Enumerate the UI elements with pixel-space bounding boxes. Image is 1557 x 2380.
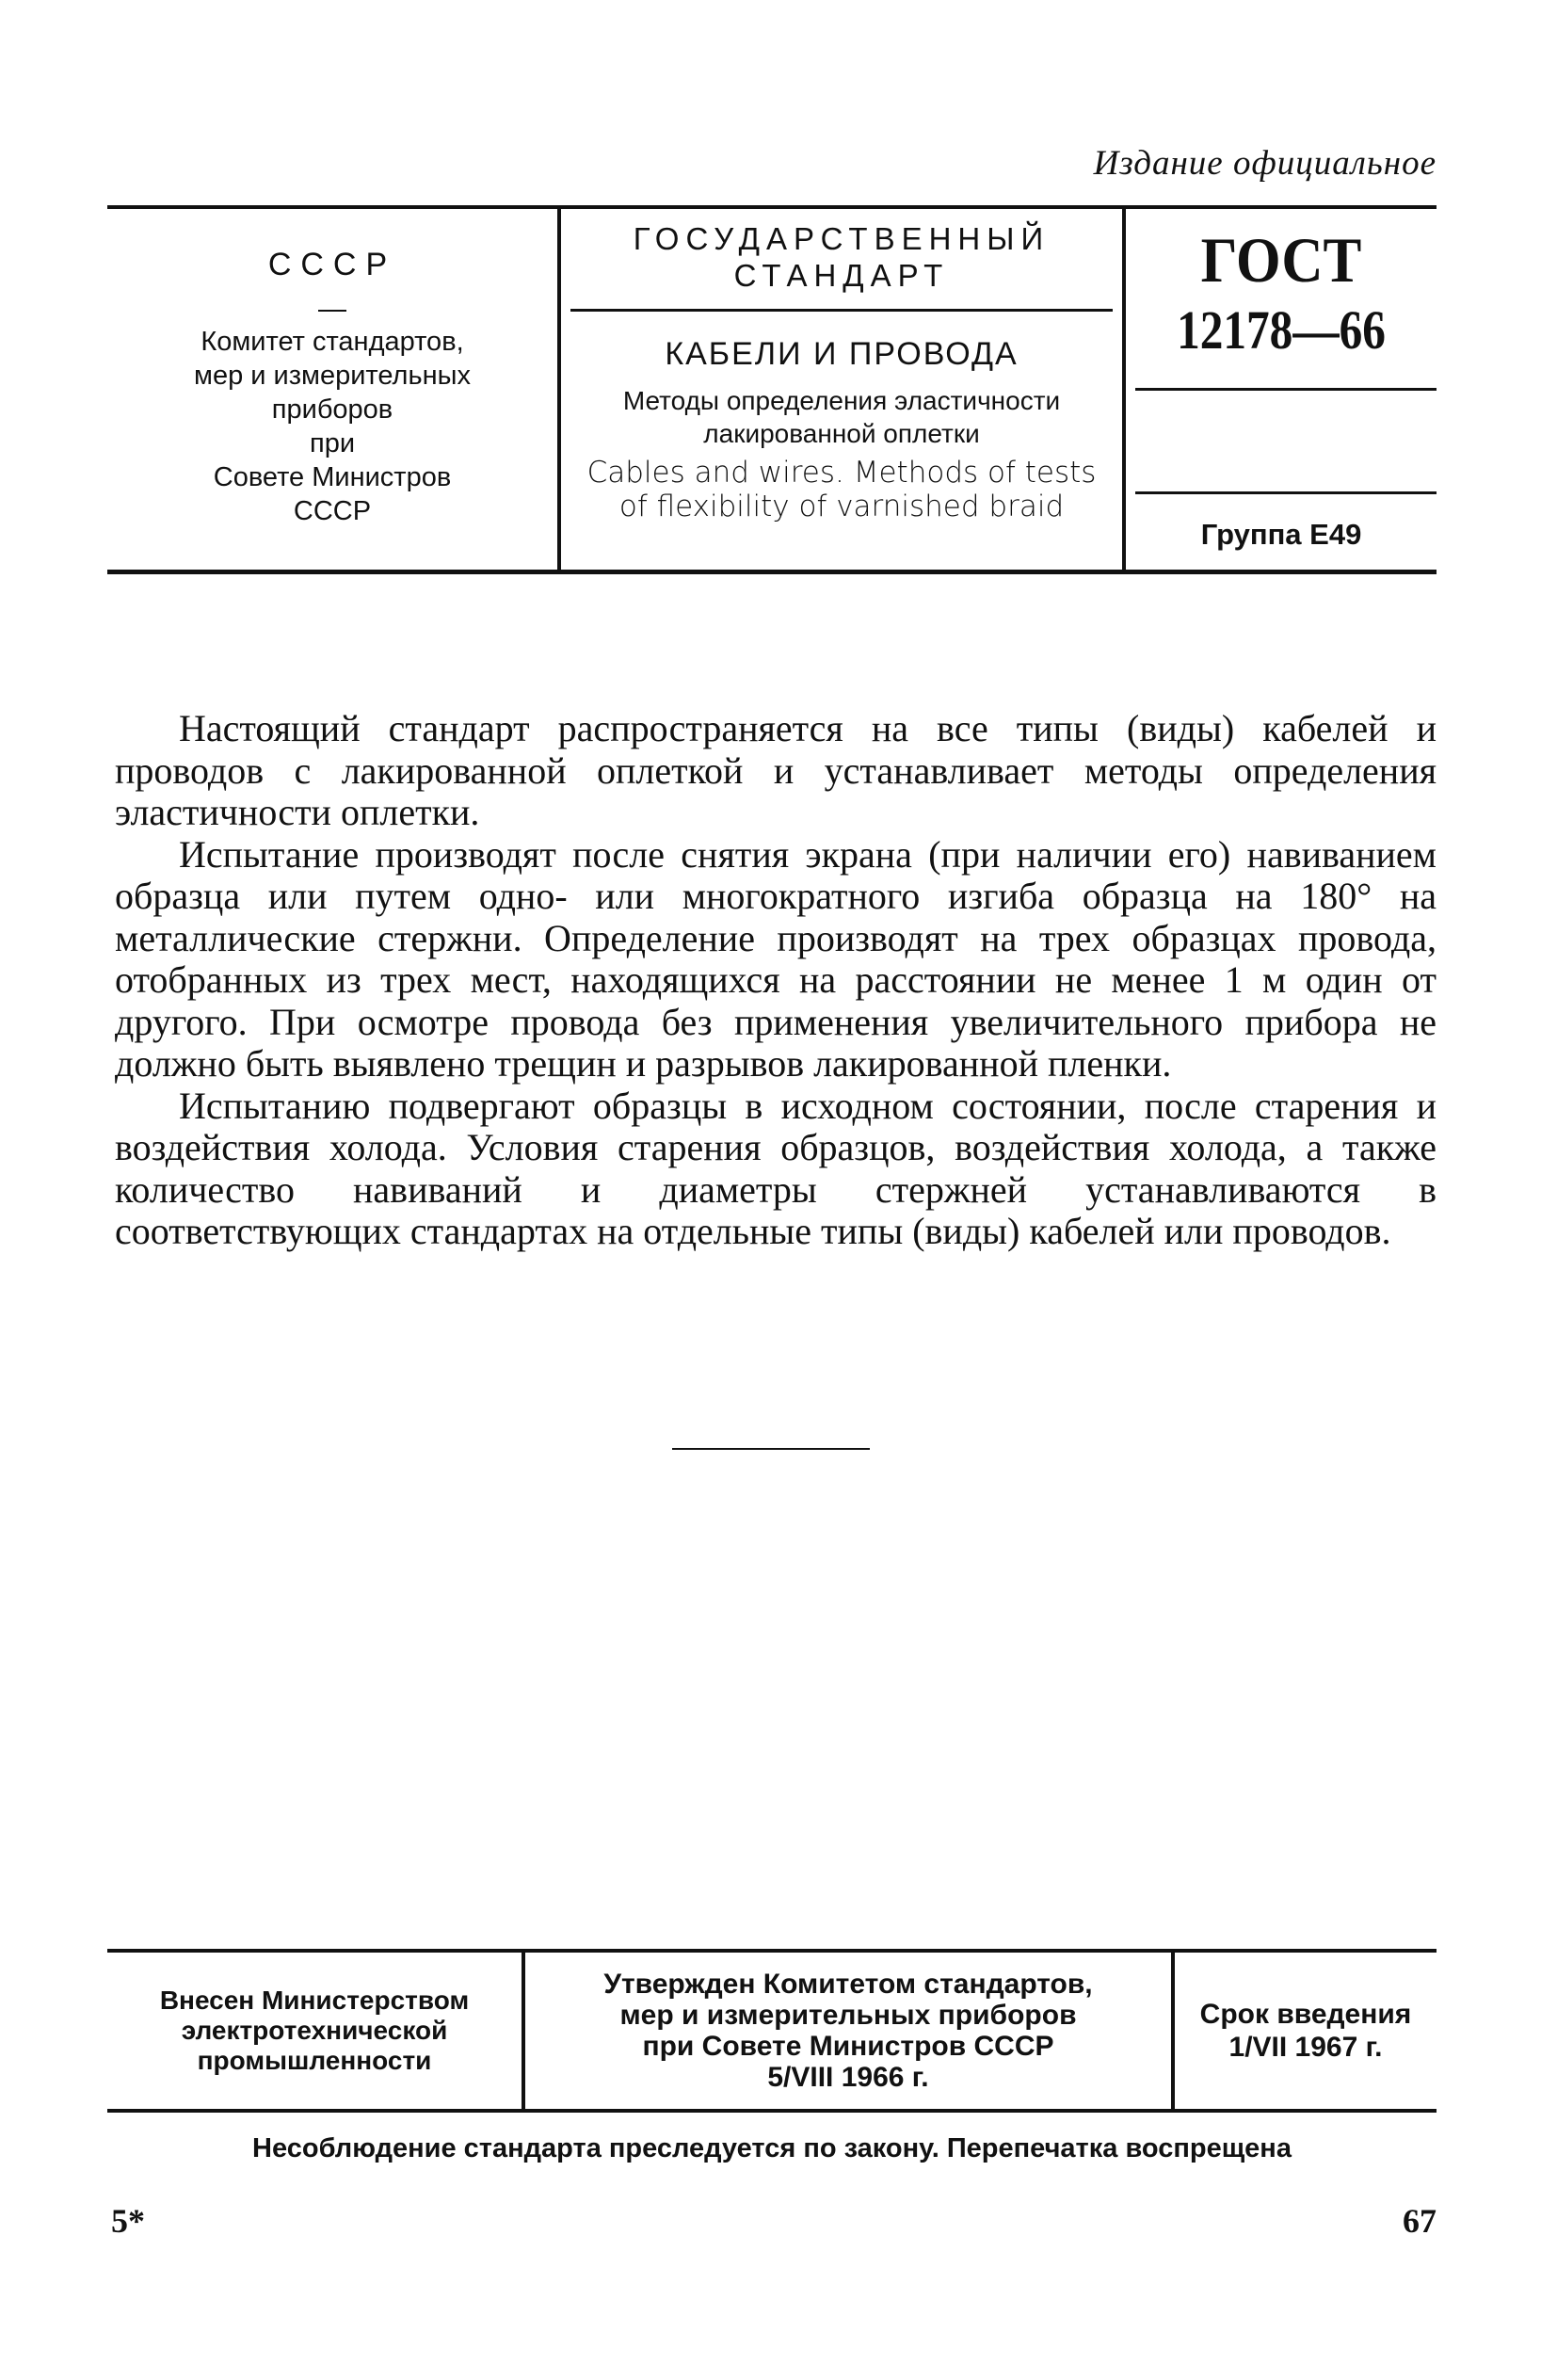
committee-line: Совете Министров: [213, 462, 452, 492]
law-notice: Несоблюдение стандарта преследуется по закону. Перепечатка воспрещена: [252, 2133, 1292, 2163]
committee-name: [107, 325, 557, 528]
committee-line: Комитет стандартов,: [201, 327, 464, 357]
country-label: СССР: [267, 247, 397, 282]
header-title-cell: [561, 209, 1122, 570]
approved-line: при Совете Министров СССР: [642, 2031, 1054, 2062]
body-text: [115, 708, 1437, 1253]
header-gost-cell: [1126, 209, 1437, 570]
edition-label: Издание официальное: [1093, 144, 1437, 183]
introduced-line: Внесен Министерством: [159, 1986, 470, 2015]
header-table: [107, 205, 1437, 574]
title-rule: [570, 309, 1113, 312]
methods-ru-line: Методы определения эластичности: [622, 386, 1061, 415]
body-paragraph: Испытание производят после снятия экрана (при наличии его) навиванием образца или путем одно- или многократного изгиба образца на 180° на металлические стержни. Определение производят на трех образцах провода, отобранных из трех мест, находящихся на расстоянии не менее 1 м один от другого. При осмотре провода без применения увеличительного прибора не должно быть выявлено трещин и разрывов лакированной пленки.: [115, 832, 1437, 1085]
introduced-line: электротехнической: [181, 2016, 448, 2045]
state-standard-label: [561, 220, 1122, 294]
state-line: СТАНДАРТ: [733, 258, 950, 293]
approved-line: мер и измерительных приборов: [619, 2000, 1077, 2031]
document-title: КАБЕЛИ И ПРОВОДА: [665, 336, 1019, 372]
introduced-by-cell: [107, 1953, 522, 2109]
methods-en-line: Cables and wires. Methods of tests: [586, 456, 1097, 490]
effective-line: Срок введения: [1199, 1999, 1412, 2030]
gost-rule-upper: [1135, 388, 1437, 391]
committee-line: мер и измерительных: [194, 361, 471, 391]
footer-bottom-rule: [107, 2109, 1437, 2113]
approved-line: 5/VIII 1966 г.: [767, 2062, 929, 2093]
methods-en-line: of flexibility of varnished braid: [618, 490, 1065, 523]
gost-rule-lower: [1135, 491, 1437, 494]
gost-number: 12178—66: [1177, 299, 1386, 361]
introduced-line: промышленности: [197, 2046, 432, 2075]
committee-line: СССР: [293, 496, 372, 526]
committee-line: при: [309, 428, 356, 458]
effective-date-cell: [1175, 1953, 1437, 2109]
approved-by-cell: [525, 1953, 1171, 2109]
header-bottom-rule: [107, 570, 1437, 574]
state-line: ГОСУДАРСТВЕННЫЙ: [633, 221, 1051, 256]
group-label: Группа Е49: [1200, 518, 1362, 551]
methods-title-ru: [561, 384, 1122, 450]
approved-line: Утвержден Комитетом стандартов,: [603, 1969, 1093, 2000]
methods-ru-line: лакированной оплетки: [703, 419, 980, 448]
committee-line: приборов: [271, 394, 393, 425]
body-paragraph: Настоящий стандарт распространяется на все типы (виды) кабелей и проводов с лакированной оплеткой и устанавливает методы определения эластичности оплетки.: [115, 707, 1437, 833]
gost-label: ГОСТ: [1200, 224, 1362, 296]
header-issuer-cell: [107, 209, 557, 570]
body-paragraph: Испытанию подвергают образцы в исходном состоянии, после старения и воздействия холода. Условия старения образцов, воздействия холода, а также количество навиваний и диаметры стержней устанавливаются в соответствующих стандартах на отдельные типы (виды) кабелей или проводов.: [115, 1084, 1437, 1252]
effective-line: 1/VII 1967 г.: [1228, 2032, 1383, 2063]
issuer-dash: [318, 310, 346, 312]
methods-title-en: [561, 456, 1122, 523]
signature-mark: 5*: [111, 2202, 145, 2240]
footer-table: [107, 1949, 1437, 2113]
end-of-text-rule: [672, 1448, 870, 1450]
page-number: 67: [1403, 2202, 1437, 2240]
